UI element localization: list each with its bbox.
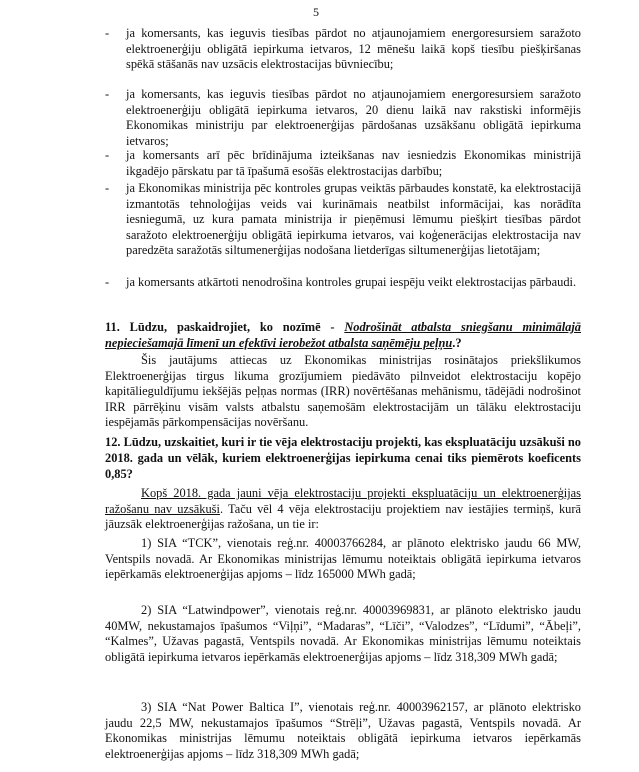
question-11-answer: Šis jautājums attiecas uz Ekonomikas ministrijas rosinātajos priekšlikumos Elektroenerģijas tirgus likuma grozījumiem piedāvāto pilnveidot elektrostaciju kopējo kapitālieguldījumu iekšējās peļņas normas (IRR) novērtēšanas mehānismu, tādējādi nodrošinot IRR pārrēķinu visām valsts atbalstu saņemošām elektrostacijām un tālāku elektrostaciju iespējamās pārkompensācijas novēršanu. bbox=[105, 353, 581, 430]
bullet-text: ja komersants, kas ieguvis tiesības pārdot no atjaunojamiem energoresursiem saražoto elektroenerģiju obligātā iepirkuma ietvaros, 20 dienu laikā nav rakstiski informējis Ekonomikas ministriju par elektroenerģijas pārdošanas uzsākšanu obligātā iepirkuma ietvaros; bbox=[126, 87, 581, 148]
bullet-item bbox=[105, 275, 581, 291]
project-item: 2) SIA “Latwindpower”, vienotais reģ.nr. 40003969831, ar plānoto elektrisko jaudu 40MW, nekustamajos īpašumos “Viļņi”, “Madaras”, “Līči”, “Valodzes”, “Līdumi”, “Ābeļi”, “Kalmes”, Užavas pagastā, Ventspils novadā. Ar Ekonomikas ministrijas lēmumu noteiktais obligātā iepirkuma ietvaros iepērkamās elektroenerģijas apjoms – līdz 318,309 MWh gadā; bbox=[105, 603, 581, 664]
project-item: 3) SIA “Nat Power Baltica I”, vienotais reģ.nr. 40003962157, ar plānoto elektrisko jaudu 22,5 MW, nekustamajos īpašumos “Strēļi”, Užavas pagastā, Ventspils novadā. Ar Ekonomikas ministrijas lēmumu noteiktais obligātā iepirkuma ietvaros iepērkamās elektroenerģijas apjoms – līdz 318,309 MWh gadā; bbox=[105, 700, 581, 761]
dash-marker: - bbox=[105, 26, 110, 40]
question-12-answer-rest: . Taču vēl 4 vēja elektrostaciju projektiem nav iestājies termiņš, kurā jāuzsāk elektroenerģijas ražošana, un tie ir: bbox=[105, 501, 581, 532]
question-11-quote: Nodrošināt atbalsta sniegšanu minimālajā nepieciešamajā līmenī un efektīvi ierobežot atbalsta saņēmēju peļņu bbox=[105, 320, 581, 350]
bullet-item bbox=[105, 26, 581, 73]
question-12-heading: 12. Lūdzu, uzskaitiet, kuri ir tie vēja elektrostaciju projekti, kas ekspluatāciju uzsākuši no 2018. gada un vēlāk, kuriem elektroenerģijas iepirkuma cenai tiks piemērots koeficents 0,85? bbox=[105, 435, 581, 481]
dash-marker: - bbox=[105, 275, 110, 289]
bullet-item bbox=[105, 181, 581, 259]
bullet-text: ja Ekonomikas ministrija pēc kontroles grupas veiktās pārbaudes konstatē, ka elektrostacijā izmantotās tehnoloģijas veids vai kurināmais neatbilst informācijai, kas norādīta iesniegumā, uz kura pamata ministrija ir pieņēmusi lēmumu piešķirt tiesības pārdot saražoto elektroenerģiju obligātā iepirkuma ietvaros, vai koģenerācijas elektrostacija nav paredzēta saražotās siltumenerģijas nodošana lietderīgas siltumenerģijas lietotājam; bbox=[126, 181, 581, 258]
question-12-answer-underlined: Kopš 2018. gada jauni vēja elektrostaciju projekti ekspluatāciju un elektroenerģijas ražošanu nav uzsākuši bbox=[105, 486, 581, 516]
bullet-item bbox=[105, 87, 581, 149]
dash-marker: - bbox=[105, 181, 110, 195]
bullet-text: ja komersants arī pēc brīdinājuma izteikšanas nav iesniedzis Ekonomikas ministrijā ikgadējo pārskatu par tā īpašumā esošās elektrostacijas darbību; bbox=[126, 148, 581, 178]
project-item: 1) SIA “TCK”, vienotais reģ.nr. 40003766284, ar plānoto elektrisko jaudu 66 MW, Ventspils novadā. Ar Ekonomikas ministrijas lēmumu noteiktais obligātā iepirkuma ietvaros iepērkamās elektroenerģijas apjoms – līdz 165000 MWh gadā; bbox=[105, 536, 581, 582]
dash-marker: - bbox=[105, 148, 110, 162]
question-11-lead: 11. Lūdzu, paskaidrojiet, ko nozīmē - bbox=[105, 320, 345, 334]
bullet-item bbox=[105, 148, 581, 179]
bullet-text: ja komersants atkārtoti nenodrošina kontroles grupai iespēju veikt elektrostacijas pārbaudi. bbox=[126, 275, 577, 289]
question-12-answer bbox=[105, 486, 581, 533]
page-number: 5 bbox=[313, 5, 319, 19]
question-11-tail: .? bbox=[452, 336, 462, 350]
dash-marker: - bbox=[105, 87, 110, 101]
bullet-text: ja komersants, kas ieguvis tiesības pārdot no atjaunojamiem energoresursiem saražoto elektroenerģiju obligātā iepirkuma ietvaros, 12 mēnešu laikā kopš tiesību piešķiršanas spēkā stāšanās nav uzsācis elektrostacijas būvniecību; bbox=[126, 26, 581, 72]
question-11-heading bbox=[105, 319, 581, 351]
